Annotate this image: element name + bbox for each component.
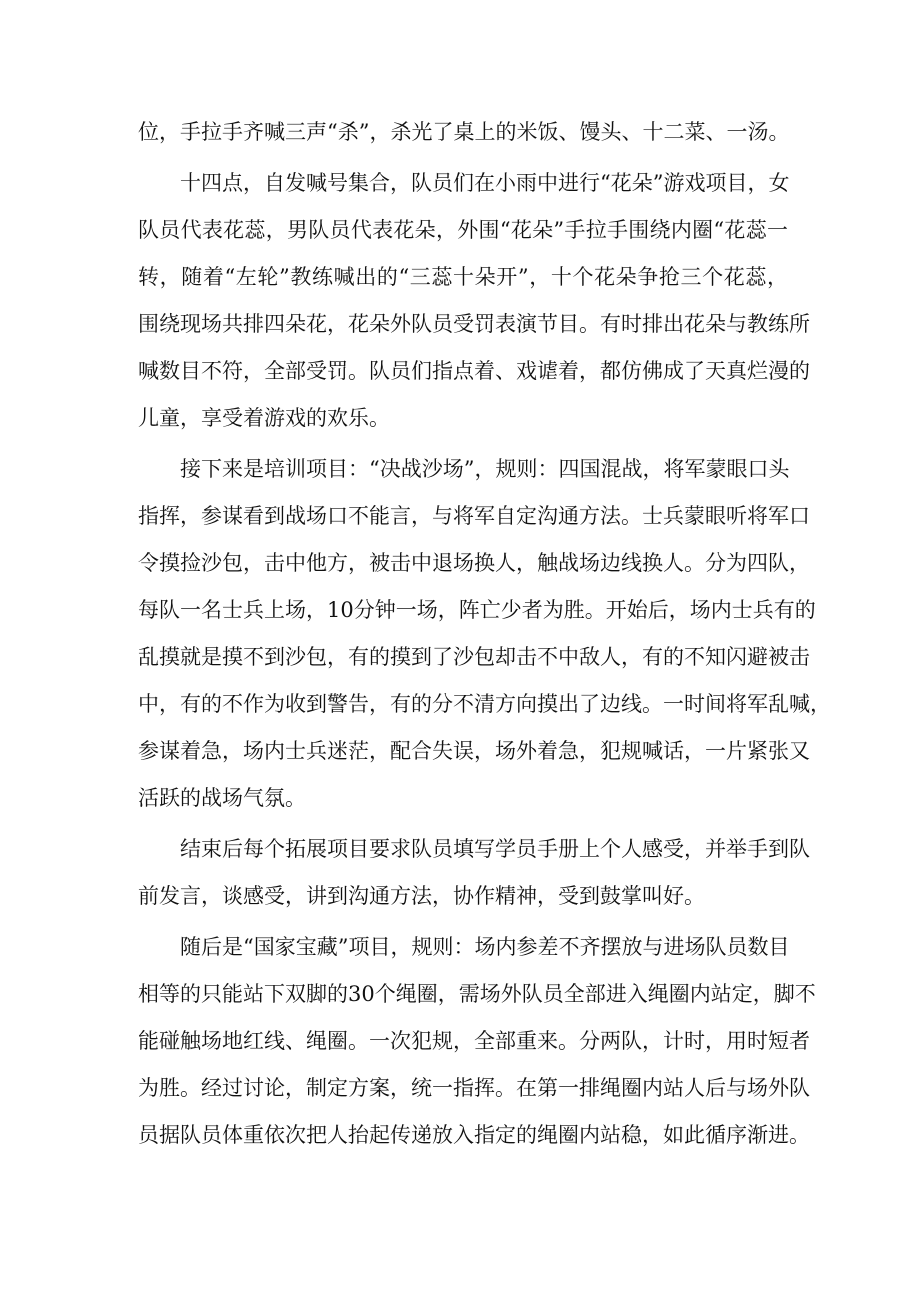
text-line: 队员代表花蕊，男队员代表花朵，外围“花朵”手拉手围绕内圈“花蕊一 — [138, 218, 788, 242]
text-line: 结束后每个拓展项目要求队员填写学员手册上个人感受，并举手到队 — [180, 837, 810, 861]
text-line: 位，手拉手齐喊三声“杀”，杀光了桌上的米饭、馒头、十二菜、一汤。 — [138, 120, 790, 144]
text-line: 转，随着“左轮”教练喊出的“三蕊十朵开”，十个花朵争抢三个花蕊， — [138, 265, 788, 289]
paragraph-2 — [138, 160, 810, 442]
text-line: 接下来是培训项目：“决战沙场”，规则：四国混战，将军蒙眼口头 — [180, 457, 790, 481]
text-line: 能碰触场地红线、绳圈。一次犯规，全部重来。分两队，计时，用时短者 — [138, 1029, 810, 1053]
text-line: 随后是“国家宝藏”项目，规则：场内参差不齐摆放与进场队员数目 — [180, 935, 790, 959]
text-line: 指挥，参谋看到战场口不能言，与将军自定沟通方法。士兵蒙眼听将军口 — [138, 504, 810, 528]
text-line: 儿童，享受着游戏的欢乐。 — [138, 406, 390, 430]
text-line: 前发言，谈感受，讲到沟通方法，协作精神，受到鼓掌叫好。 — [138, 884, 705, 908]
text-line: 中，有的不作为收到警告，有的分不清方向摸出了边线。一时间将军乱喊， — [138, 692, 831, 716]
text-line: 员据队员体重依次把人抬起传递放入指定的绳圈内站稳，如此循序渐进。 — [138, 1123, 810, 1147]
text-line: 令摸捡沙包，击中他方，被击中退场换人，触战场边线换人。分为四队， — [138, 551, 810, 575]
text-line: 参谋着急，场内士兵迷茫，配合失误，场外着急，犯规喊话，一片紧张又 — [138, 739, 810, 763]
text-line: 乱摸就是摸不到沙包，有的摸到了沙包却击不中敌人，有的不知闪避被击 — [138, 645, 810, 669]
text-line: 十四点，自发喊号集合，队员们在小雨中进行“花朵”游戏项目，女 — [180, 171, 790, 195]
text-line: 活跃的战场气氛。 — [138, 786, 306, 810]
document-body — [138, 109, 831, 1159]
text-line: 喊数目不符，全部受罚。队员们指点着、戏谑着，都仿佛成了天真烂漫的 — [138, 359, 810, 383]
paragraph-3 — [138, 446, 831, 822]
text-line: 为胜。经过讨论，制定方案，统一指挥。在第一排绳圈内站人后与场外队 — [138, 1076, 810, 1100]
paragraph-5 — [138, 924, 816, 1159]
paragraph-1 — [138, 109, 788, 156]
text-line: 每队一名士兵上场，10分钟一场，阵亡少者为胜。开始后，场内士兵有的 — [138, 598, 816, 622]
paragraph-4 — [138, 826, 810, 920]
text-line: 围绕现场共排四朵花，花朵外队员受罚表演节目。有时排出花朵与教练所 — [138, 312, 810, 336]
text-line: 相等的只能站下双脚的30个绳圈，需场外队员全部进入绳圈内站定，脚不 — [138, 982, 816, 1006]
